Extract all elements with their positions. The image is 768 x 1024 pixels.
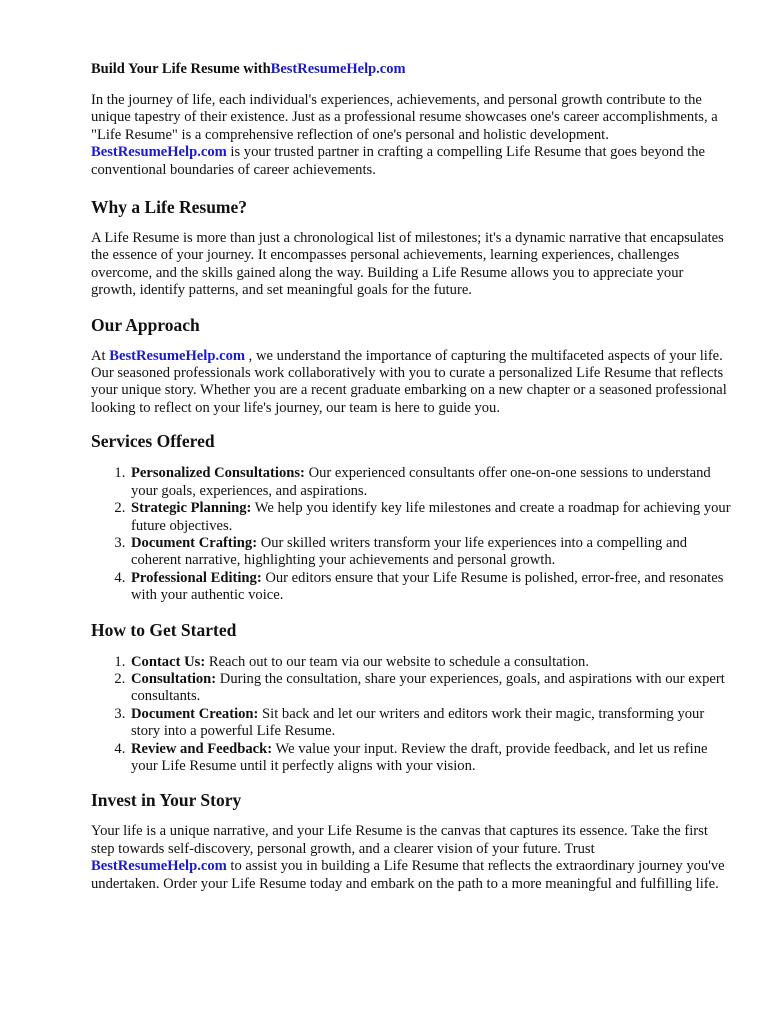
intro-brand-link[interactable]: BestResumeHelp.com [91, 144, 227, 161]
item-text: We help you identify key life milestones and create a roadmap for achieving your future objectives. [131, 500, 731, 534]
list-item [129, 535, 731, 570]
item-term: Document Creation: [131, 705, 259, 722]
get-started-list [91, 654, 731, 776]
title-brand-link[interactable]: BestResumeHelp.com [270, 61, 406, 77]
document-title [91, 60, 731, 78]
intro-text-end: is your trusted partner in crafting a compelling Life Resume that goes beyond the conventional boundaries of career achievements. [91, 144, 705, 178]
item-text: During the consultation, share your experiences, goals, and aspirations with our expert consultants. [131, 670, 725, 705]
item-text: Reach out to our team via our website to schedule a consultation. [205, 653, 589, 670]
item-term: Personalized Consultations: [131, 465, 305, 482]
item-term: Strategic Planning: [131, 500, 252, 517]
list-item [129, 741, 731, 776]
heading-why-life-resume: Why a Life Resume? [91, 197, 248, 218]
list-item [129, 706, 731, 741]
services-list [91, 465, 731, 604]
heading-invest-in-your-story: Invest in Your Story [91, 790, 242, 811]
list-item [129, 500, 731, 535]
invest-text-end: to assist you in building a Life Resume that reflects the extraordinary journey you've undertaken. Order your Life Resume today and embark on the path to a more meaningful and fulfilling life. [91, 858, 725, 892]
heading-our-approach: Our Approach [91, 314, 200, 335]
invest-brand-link[interactable]: BestResumeHelp.com [91, 858, 227, 875]
item-text: Our experienced consultants offer one-on-one sessions to understand your goals, experiences, and aspirations. [131, 465, 711, 499]
list-item [129, 671, 731, 706]
approach-text-end: , we understand the importance of capturing the multifaceted aspects of your life. Our seasoned professionals work collaboratively with you to curate a personalized Life Resume that reflects your unique story. Whether you are a recent graduate embarking on a new chapter or a seasoned professional looking to reflect on your life's journey, our team is here to guide you. [91, 347, 727, 416]
approach-text-start: At [91, 347, 110, 364]
approach-brand-link[interactable]: BestResumeHelp.com [109, 347, 246, 364]
item-term: Consultation: [131, 670, 217, 687]
why-paragraph: A Life Resume is more than just a chronological list of milestones; it's a dynamic narrative that encapsulates the essence of your journey. It encompasses personal achievements, learning experiences, challenges overcome, and the skills gained along the way. Building a Life Resume allows you to appreciate your growth, identify patterns, and set meaningful goals for the future. [91, 230, 724, 299]
item-term: Professional Editing: [131, 569, 262, 586]
item-text: Our editors ensure that your Life Resume is polished, error-free, and resonates with your authentic voice. [131, 569, 724, 604]
intro-text-start: In the journey of life, each individual's experiences, achievements, and personal growth contribute to the unique tapestry of their existence. Just as a professional resume showcases one's career accomplishments, a "Life Resume" is a comprehensive reflection of one's personal and holistic development. [91, 92, 718, 143]
item-term: Review and Feedback: [131, 740, 273, 757]
item-term: Contact Us: [131, 653, 206, 670]
document-page [91, 60, 731, 893]
intro-paragraph [91, 92, 731, 179]
item-term: Document Crafting: [131, 534, 258, 551]
item-text: Sit back and let our writers and editors work their magic, transforming your story into a powerful Life Resume. [131, 705, 705, 740]
list-item [129, 570, 731, 605]
invest-paragraph [91, 823, 731, 893]
heading-services-offered: Services Offered [91, 431, 215, 452]
list-item [129, 654, 731, 671]
item-text: We value your input. Review the draft, provide feedback, and let us refine your Life Resume until it perfectly aligns with your vision. [131, 740, 708, 774]
title-text: Build Your Life Resume with [91, 61, 271, 77]
item-text: Our skilled writers transform your life experiences into a compelling and coherent narrative, highlighting your achievements and personal growth. [131, 534, 688, 569]
list-item [129, 465, 731, 500]
heading-how-to-get-started: How to Get Started [91, 619, 237, 640]
invest-text-start: Your life is a unique narrative, and your Life Resume is the canvas that captures its essence. Take the first step towards self-discovery, personal growth, and a clearer vision of your future. Trust [91, 823, 708, 857]
approach-paragraph [91, 348, 731, 418]
